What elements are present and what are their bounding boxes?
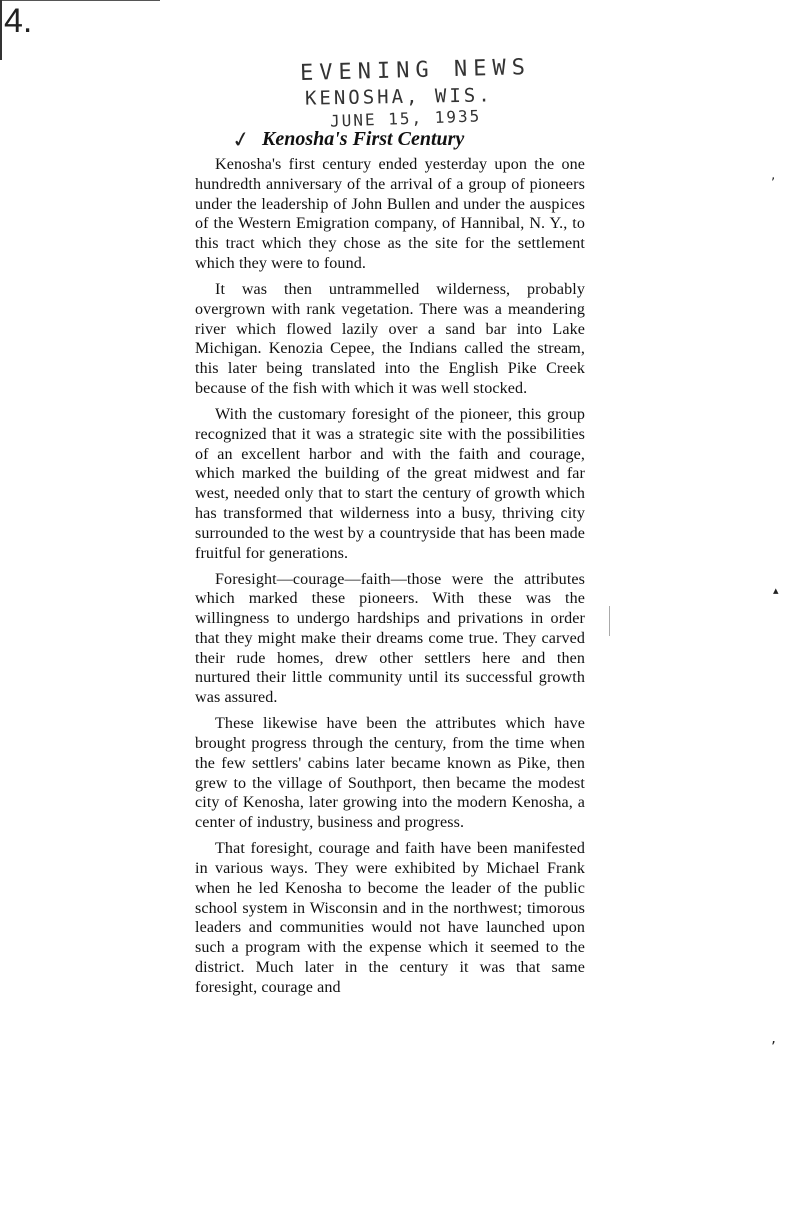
article-paragraph: Foresight—courage—faith—those were the attributes which marked these pioneers. With these was the willingness to undergo hardships and privations in order that they might make their dreams come true. They carved their rude homes, drew other settlers here and then nurtured their little community until its successful growth was assured. <box>195 570 585 707</box>
scan-edge-left <box>0 0 2 60</box>
margin-mark: ʼ <box>771 1038 776 1056</box>
article-paragraph: With the customary foresight of the pioneer, this group recognized that it was a strategic site with the possibilities of an excellent harbor and with the faith and courage, which marked the building of the great midwest and far west, needed only that to start the century of growth which has transformed that wilderness into a busy, thriving city surrounded to the west by a countryside that has been made fruitful for generations. <box>195 405 585 562</box>
margin-mark: ʼ <box>771 176 776 191</box>
margin-rule <box>609 606 610 636</box>
article-body <box>195 155 585 1004</box>
article-paragraph: It was then untrammelled wilderness, probably overgrown with rank vegetation. There was a meandering river which flowed lazily over a sand bar into Lake Michigan. Kenozia Cepee, the Indians called the stream, this later being translated into the English Pike Creek because of the fish with which it was well stocked. <box>195 280 585 397</box>
margin-mark: ▴ <box>773 584 779 597</box>
article-paragraph: Kenosha's first century ended yesterday upon the one hundredth anniversary of the arrival of a group of pioneers under the leadership of John Bullen and under the auspices of the Western Emigration company, of Hannibal, N. Y., to this tract which they chose as the site for the settlement which they were to found. <box>195 156 585 272</box>
handwritten-date-line: JUNE 15, 1935 <box>329 106 482 131</box>
check-mark-icon: ✓ <box>229 126 253 155</box>
handwritten-location-line: KENOSHA, WIS. <box>304 84 493 110</box>
handwritten-source-line: EVENING NEWS <box>299 54 532 87</box>
page-number: 4. <box>4 2 33 40</box>
article-paragraph: These likewise have been the attributes which have brought progress through the century, from the time when the few settlers' cabins later became known as Pike, then grew to the village of Southport, then became the modest city of Kenosha, later growing into the modern Kenosha, a center of industry, business and progress. <box>195 715 585 832</box>
article-paragraph: That foresight, courage and faith have been manifested in various ways. They were exhibited by Michael Frank when he led Kenosha to become the leader of the public school system in Wisconsin and in the northwest; timorous leaders and communities would not have launched upon such a program with the expense which it seemed to the district. Much later in the century it was that same foresight, courage and <box>195 840 585 996</box>
scan-edge-top <box>0 0 160 1</box>
article-headline: Kenosha's First Century <box>262 128 465 150</box>
